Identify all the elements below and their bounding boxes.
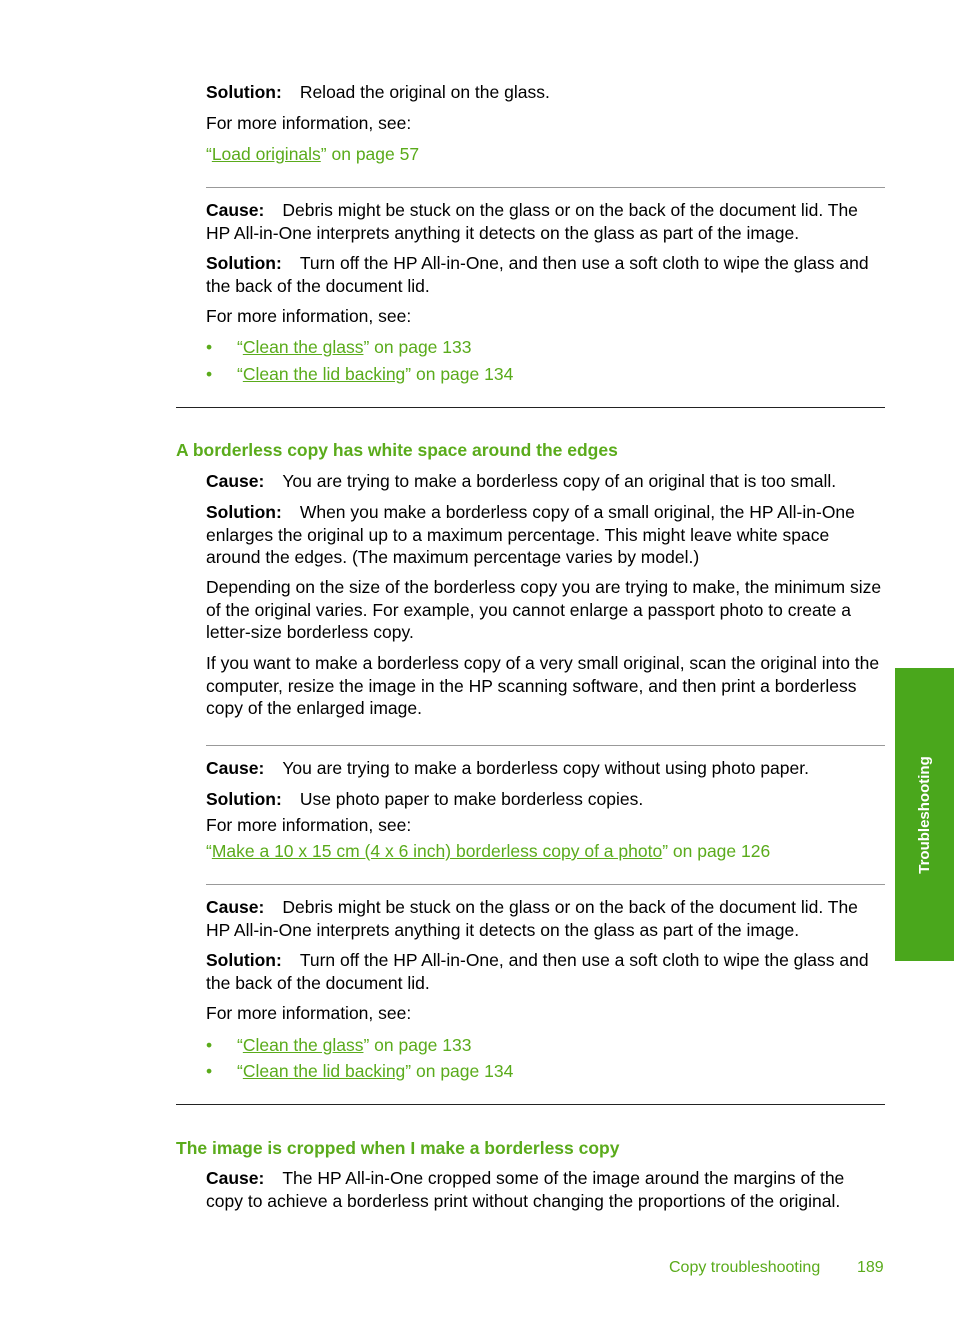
cause-paragraph: Cause: You are trying to make a borderless copy of an original that is too small. xyxy=(206,471,837,491)
more-info-label: For more information, see: xyxy=(206,306,412,326)
body-paragraph: If you want to make a borderless copy of a very small original, scan the original into the computer, resize the image in the HP scanning software, and then print a borderless copy of the enlarged image. xyxy=(206,653,880,718)
solution-paragraph: Solution: Turn off the HP All-in-One, and then use a soft cloth to wipe the glass and the back of the document lid. xyxy=(206,253,869,296)
link-borderless-photo-copy[interactable]: Make a 10 x 15 cm (4 x 6 inch) borderless copy of a photo xyxy=(211,841,663,861)
side-tab-troubleshooting: Troubleshooting xyxy=(895,668,954,961)
page-number: 189 xyxy=(857,1259,884,1276)
section-heading: The image is cropped when I make a borderless copy xyxy=(176,1138,620,1158)
cause-paragraph: Cause: Debris might be stuck on the glass or on the back of the document lid. The HP All-in-One interprets anything it detects on the glass as part of the image. xyxy=(206,200,858,243)
divider xyxy=(206,187,885,188)
divider xyxy=(206,884,885,885)
link-clean-the-glass[interactable]: Clean the glass xyxy=(242,337,364,357)
solution-paragraph: Solution: When you make a borderless copy of a small original, the HP All-in-One enlarges the original up to a maximum percentage. This might leave white space around the edges. (The maximum percentage varies by model.) xyxy=(206,502,855,567)
cross-reference: “Make a 10 x 15 cm (4 x 6 inch) borderless copy of a photo” on page 126 xyxy=(206,841,771,861)
solution-paragraph: Solution: Reload the original on the glass. xyxy=(206,82,550,102)
link-load-originals[interactable]: Load originals xyxy=(211,144,321,164)
link-clean-the-lid-backing[interactable]: Clean the lid backing xyxy=(242,364,406,384)
more-info-label: For more information, see: xyxy=(206,1003,412,1023)
divider xyxy=(206,745,885,746)
more-info-label: For more information, see: xyxy=(206,815,412,835)
section-heading: A borderless copy has white space around the edges xyxy=(176,440,618,460)
cause-paragraph: Cause: Debris might be stuck on the glass or on the back of the document lid. The HP All-in-One interprets anything it detects on the glass as part of the image. xyxy=(206,897,858,940)
more-info-label: For more information, see: xyxy=(206,113,412,133)
cause-paragraph: Cause: The HP All-in-One cropped some of the image around the margins of the copy to achieve a borderless print without changing the proportions of the original. xyxy=(206,1168,845,1211)
solution-paragraph: Solution: Use photo paper to make borderless copies. xyxy=(206,789,644,809)
body-paragraph: Depending on the size of the borderless copy you are trying to make, the minimum size of the original varies. For example, you cannot enlarge a passport photo to create a letter-size borderless copy. xyxy=(206,577,882,642)
section-divider xyxy=(176,407,885,408)
section-divider xyxy=(176,1104,885,1105)
link-clean-the-glass[interactable]: Clean the glass xyxy=(242,1035,364,1055)
cross-reference: “Load originals” on page 57 xyxy=(206,144,420,164)
link-clean-the-lid-backing[interactable]: Clean the lid backing xyxy=(242,1061,406,1081)
cause-paragraph: Cause: You are trying to make a borderless copy without using photo paper. xyxy=(206,758,809,778)
footer-section-title: Copy troubleshooting xyxy=(669,1259,821,1276)
solution-paragraph: Solution: Turn off the HP All-in-One, and then use a soft cloth to wipe the glass and the back of the document lid. xyxy=(206,950,869,993)
